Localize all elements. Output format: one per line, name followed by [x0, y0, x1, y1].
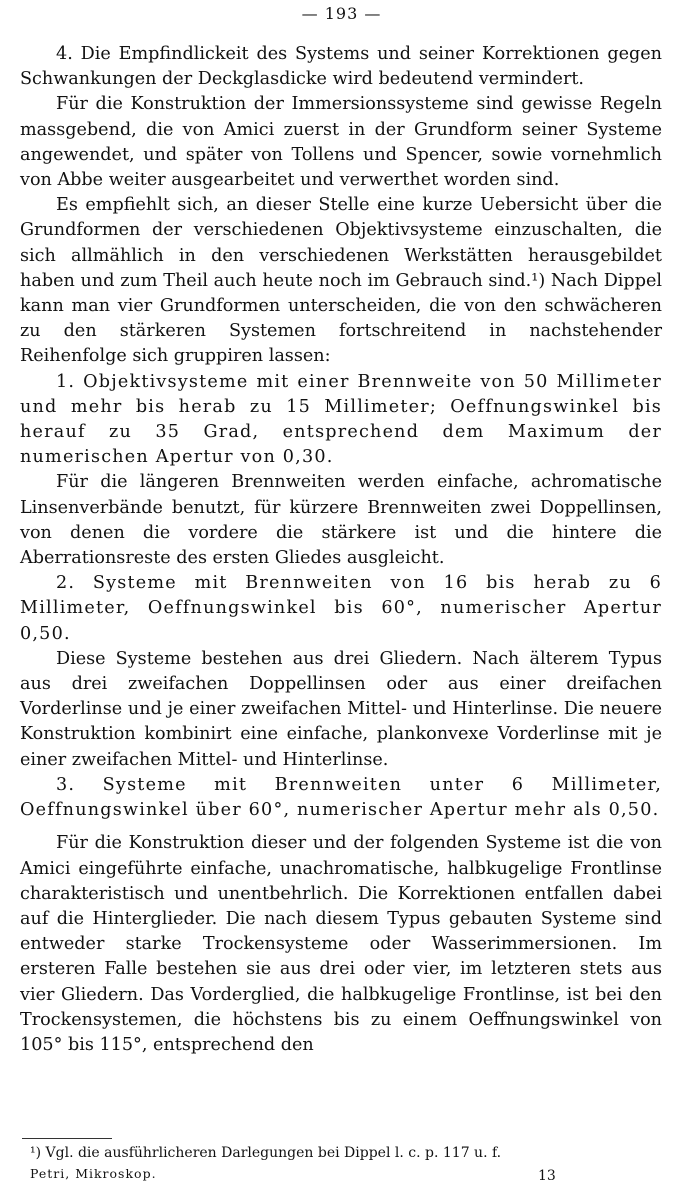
footnote-rule [22, 1138, 112, 1139]
paragraph-2: Für die Konstruktion der Immersionssysteme sind gewisse Regeln massgebend, die von Amici zuerst in der Grundform seiner Systeme angewendet, und später von Tollens und Spencer, sowie vornehmlich von Abbe weiter ausgearbeitet und verwerthet worden sind. [20, 94, 662, 191]
paragraph-1: 4. Die Empfindlickeit des Systems und seiner Korrektionen gegen Schwankungen der Deckglasdicke wird bedeutend vermindert. [20, 44, 662, 90]
paragraph-4: Für die längeren Brennweiten werden einfache, achromatische Linsenverbände benutzt, für kürzere Brennweiten zwei Doppellinsen, von denen die vordere die stärkere ist und die hintere die Aberrationsreste des ersten Gliedes ausgleicht. [20, 472, 662, 569]
page-header: — 193 — [301, 4, 382, 23]
list-item-3: 3. Systeme mit Brennweiten unter 6 Millimeter, Oeffnungswinkel über 60°, numerischer Apertur mehr als 0,50. [20, 774, 662, 821]
paragraph-6: Für die Konstruktion dieser und der folgenden Systeme ist die von Amici eingeführte einfache, unachromatische, halbkugelige Frontlinse charakteristisch und unentbehrlich. Die Korrektionen entfallen dabei auf die Hinterglieder. Die nach diesem Typus gebauten Systeme sind entweder starke Trockensysteme oder Wasserimmersionen. Im ersteren Falle bestehen sie aus drei oder vier, im letzteren stets aus vier Gliedern. Das Vorderglied, die halbkugelige Frontlinse, ist bei den Trockensystemen, die höchstens bis zu einem Oeffnungswinkel von 105° bis 115°, entsprechend den [20, 833, 662, 1055]
main-text [20, 42, 662, 1058]
list-item-1: 1. Objektivsysteme mit einer Brennweite von 50 Millimeter und mehr bis herab zu 15 Millimeter; Oeffnungswinkel bis herauf zu 35 Grad, entsprechend dem Maximum der numerischen Apertur von 0,30. [20, 371, 662, 468]
paragraph-3: Es empfiehlt sich, an dieser Stelle eine kurze Uebersicht über die Grundformen der verschiedenen Objektivsysteme einzuschalten, die sich allmählich in den verschiedenen Werkstätten herausgebildet haben und zum Theil auch heute noch im Gebrauch sind.¹) Nach Dippel kann man vier Grundformen unterscheiden, die von den schwächeren zu den stärkeren Systemen fortschreitend in nachstehender Reihenfolge sich gruppiren lassen: [20, 195, 662, 367]
list-item-2: 2. Systeme mit Brennweiten von 16 bis herab zu 6 Millimeter, Oeffnungswinkel bis 60°, numerischer Apertur 0,50. [20, 573, 662, 644]
footnote: ¹) Vgl. die ausführlicheren Darlegungen bei Dippel l. c. p. 117 u. f. [30, 1145, 502, 1161]
signature-number: 13 [538, 1168, 556, 1184]
signature-mark: Petri, Mikroskop. [30, 1166, 157, 1181]
paragraph-5: Diese Systeme bestehen aus drei Gliedern. Nach älterem Typus aus drei zweifachen Doppellinsen oder aus einer dreifachen Vorderlinse und je einer zweifachen Mittel- und Hinterlinse. Die neuere Konstruktion kombinirt eine einfache, plankonvexe Vorderlinse mit je einer zweifachen Mittel- und Hinterlinse. [20, 648, 662, 770]
